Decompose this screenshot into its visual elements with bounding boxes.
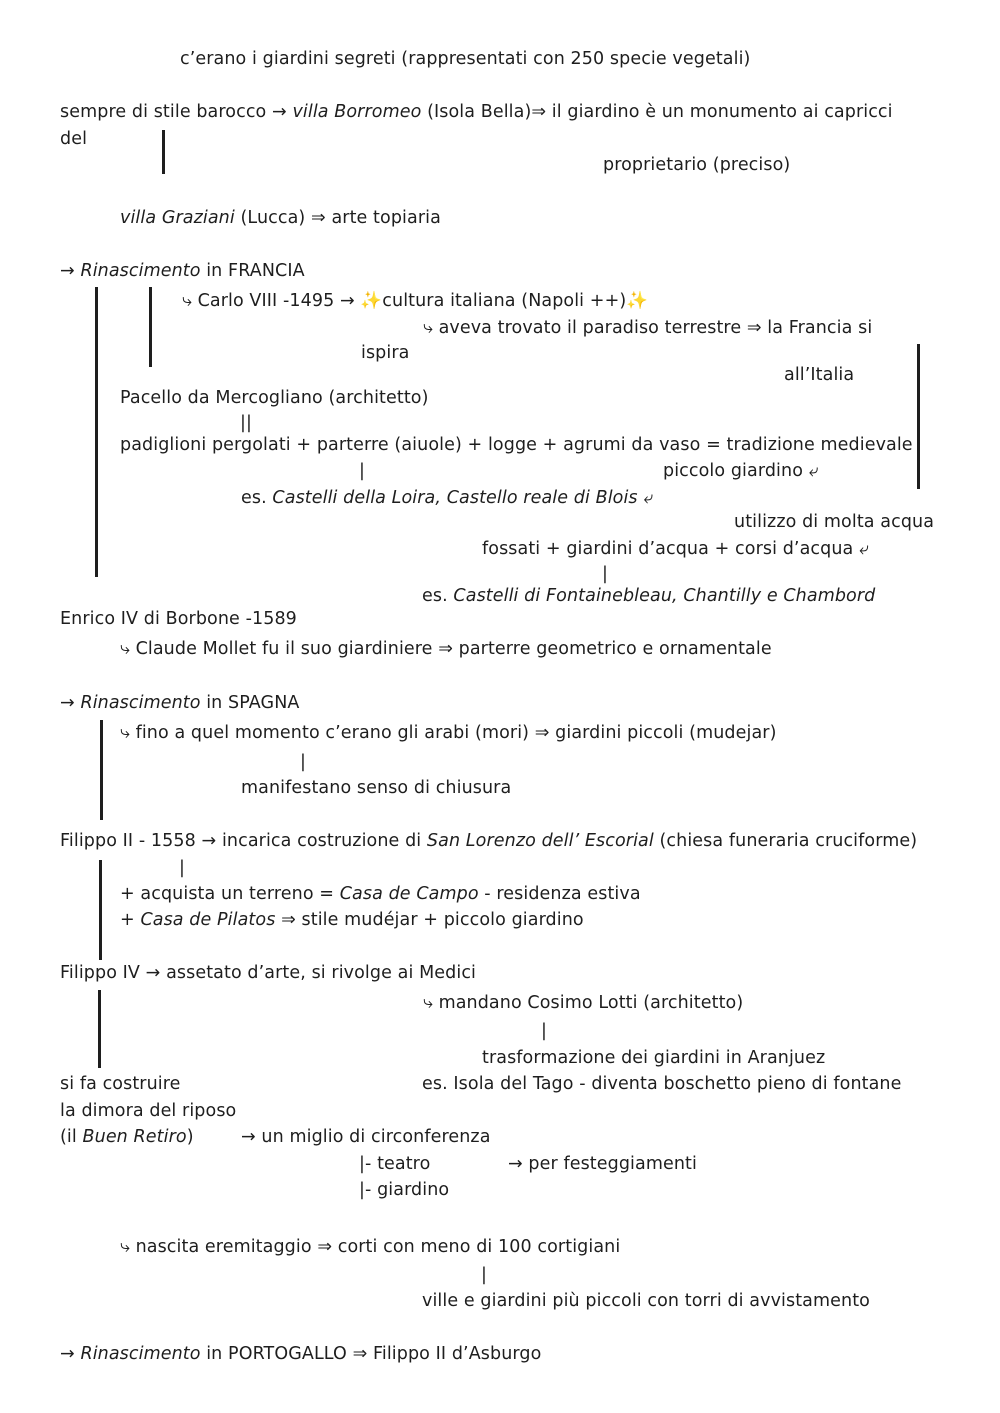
text-line: del xyxy=(60,129,88,149)
text-line: manifestano senso di chiusura xyxy=(241,778,512,798)
text-line: fossati + giardini d’acqua + corsi d’acqua ⤶ xyxy=(482,539,869,559)
text-line: sempre di stile barocco → villa Borromeo (Isola Bella)⇒ il giardino è un monumento ai capricci xyxy=(60,102,893,122)
vertical-bracket xyxy=(162,130,165,174)
text-line: Enrico IV di Borbone -1589 xyxy=(60,609,297,629)
text-line: (il Buen Retiro) xyxy=(60,1127,194,1147)
connector-mark: || xyxy=(240,413,252,433)
text-line: ⤷ fino a quel momento c’erano gli arabi (mori) ⇒ giardini piccoli (mudejar) xyxy=(120,723,777,743)
text-line: ispira xyxy=(361,343,410,363)
vertical-bracket xyxy=(917,344,920,489)
text-line: + acquista un terreno = Casa de Campo - residenza estiva xyxy=(120,884,641,904)
connector-mark: | xyxy=(541,1021,547,1041)
text-line: → un miglio di circonferenza xyxy=(241,1127,491,1147)
vertical-bracket xyxy=(99,860,102,960)
section-heading-francia: → Rinascimento in FRANCIA xyxy=(60,261,305,281)
text-line: → per festeggiamenti xyxy=(508,1154,697,1174)
text-line: + Casa de Pilatos ⇒ stile mudéjar + piccolo giardino xyxy=(120,910,584,930)
text-line: es. Castelli della Loira, Castello reale di Blois ⤶ xyxy=(241,488,654,508)
text-line: |- teatro xyxy=(359,1154,431,1174)
text-line: la dimora del riposo xyxy=(60,1101,237,1121)
connector-mark: | xyxy=(359,461,365,481)
text-line: Pacello da Mercogliano (architetto) xyxy=(120,388,429,408)
section-heading-spagna: → Rinascimento in SPAGNA xyxy=(60,693,300,713)
text-line: utilizzo di molta acqua xyxy=(734,512,935,532)
text-line: |- giardino xyxy=(359,1180,450,1200)
vertical-bracket xyxy=(100,720,103,820)
vertical-bracket xyxy=(149,287,152,367)
connector-mark: | xyxy=(179,858,185,878)
text-line: Filippo IV → assetato d’arte, si rivolge ai Medici xyxy=(60,963,477,983)
text-line: es. Isola del Tago - diventa boschetto pieno di fontane xyxy=(422,1074,902,1094)
text-line: piccolo giardino ⤶ xyxy=(663,461,819,481)
connector-mark: | xyxy=(602,564,608,584)
text-line: Filippo II - 1558 → incarica costruzione di San Lorenzo dell’ Escorial (chiesa funeraria cruciforme) xyxy=(60,831,918,851)
text-line: c’erano i giardini segreti (rappresentati con 250 specie vegetali) xyxy=(180,49,751,69)
connector-mark: | xyxy=(481,1265,487,1285)
text-line: ⤷ nascita eremitaggio ⇒ corti con meno di 100 cortigiani xyxy=(120,1237,621,1257)
section-heading-portogallo: → Rinascimento in PORTOGALLO ⇒ Filippo II d’Asburgo xyxy=(60,1344,542,1364)
text-line: all’Italia xyxy=(784,365,855,385)
text-line: ⤷ mandano Cosimo Lotti (architetto) xyxy=(423,993,744,1013)
text-line: padiglioni pergolati + parterre (aiuole) + logge + agrumi da vaso = tradizione medievale xyxy=(120,435,913,455)
text-line: proprietario (preciso) xyxy=(603,155,791,175)
text-line: es. Castelli di Fontainebleau, Chantilly e Chambord xyxy=(422,586,876,606)
connector-mark: | xyxy=(300,752,306,772)
text-line: ⤷ aveva trovato il paradiso terrestre ⇒ la Francia si xyxy=(423,318,873,338)
vertical-bracket xyxy=(98,990,101,1068)
text-line: si fa costruire xyxy=(60,1074,181,1094)
text-line: trasformazione dei giardini in Aranjuez xyxy=(482,1048,826,1068)
text-line: ⤷ Claude Mollet fu il suo giardiniere ⇒ parterre geometrico e ornamentale xyxy=(120,639,772,659)
text-line: villa Graziani (Lucca) ⇒ arte topiaria xyxy=(120,208,441,228)
text-line: ville e giardini più piccoli con torri di avvistamento xyxy=(422,1291,870,1311)
text-line: ⤷ Carlo VIII -1495 → ✨cultura italiana (Napoli ++)✨ xyxy=(182,291,649,311)
vertical-bracket xyxy=(95,287,98,577)
